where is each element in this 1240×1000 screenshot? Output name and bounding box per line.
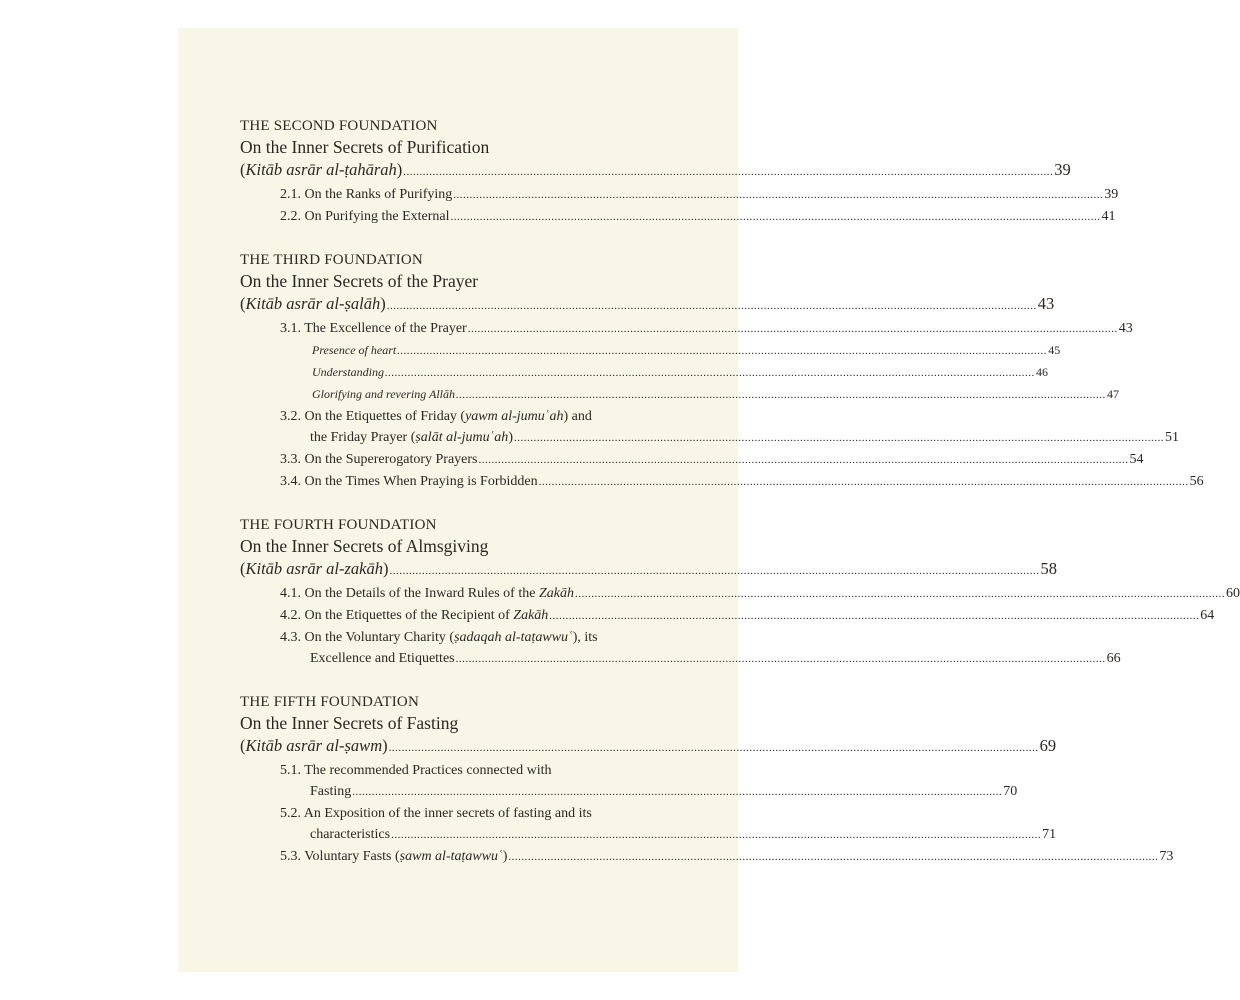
- toc-entry-wrapped[interactable]: 5.2. An Exposition of the inner secrets of fasting and its characteristics ........................................................................................................................................................................................................ 71: [240, 803, 670, 846]
- toc-subentry[interactable]: Glorifying and revering Allāh ........................................................................................................................................................................................................ 47: [240, 384, 670, 406]
- kitab-title: Kitāb asrār al-zakāh: [245, 559, 384, 578]
- foundation-title: THE SECOND FOUNDATION: [240, 118, 438, 134]
- toc-entry[interactable]: 3.4. On the Times When Praying is Forbidden ........................................................................................................................................................................................................ 56: [240, 471, 670, 493]
- page-number: 56: [1189, 474, 1204, 489]
- page-number: 58: [1040, 559, 1058, 578]
- dot-leader: ........................................................................................................................................................................................................: [352, 786, 1003, 798]
- page-number: 39: [1054, 160, 1071, 179]
- toc-entry-wrapped[interactable]: 4.3. On the Voluntary Charity (ṣadaqah al-taṭawwuʿ), its Excellence and Etiquettes ........................................................................................................................................................................................................ 66: [240, 627, 670, 670]
- page-number: 71: [1042, 827, 1057, 842]
- dot-leader: ........................................................................................................................................................................................................: [574, 588, 1225, 600]
- dot-leader: ........................................................................................................................................................................................................: [386, 300, 1037, 312]
- page-number: 41: [1101, 209, 1116, 224]
- dot-leader: ........................................................................................................................................................................................................: [453, 189, 1104, 201]
- toc-entry[interactable]: 4.2. On the Etiquettes of the Recipient of Zakāh ........................................................................................................................................................................................................ 64: [240, 605, 670, 627]
- toc-entry[interactable]: 3.3. On the Supererogatory Prayers ........................................................................................................................................................................................................ 54: [240, 449, 670, 471]
- page-number: 64: [1200, 608, 1215, 623]
- section-heading: On the Inner Secrets of the Prayer: [240, 271, 479, 291]
- dot-leader: ........................................................................................................................................................................................................: [513, 432, 1164, 444]
- page-number: 43: [1037, 294, 1055, 313]
- dot-leader: ........................................................................................................................................................................................................: [467, 323, 1118, 335]
- toc-entry[interactable]: 5.3. Voluntary Fasts (ṣawm al-taṭawwuʿ) ........................................................................................................................................................................................................ 73: [240, 846, 670, 868]
- dot-leader: ........................................................................................................................................................................................................: [549, 610, 1200, 622]
- foundation-title: THE FOURTH FOUNDATION: [240, 517, 437, 533]
- section-third-foundation: [240, 252, 1204, 493]
- dot-leader: ........................................................................................................................................................................................................: [508, 851, 1159, 863]
- kitab-title: Kitāb asrār al-ṣawm: [245, 736, 383, 755]
- foundation-title: THE FIFTH FOUNDATION: [240, 694, 419, 710]
- kitab-entry[interactable]: (Kitāb asrār al-ṣawm) ........................................................................................................................................................................................................ 69: [240, 734, 670, 760]
- section-heading: On the Inner Secrets of Fasting: [240, 713, 459, 733]
- section-heading: On the Inner Secrets of Almsgiving: [240, 536, 489, 556]
- section-fourth-foundation: [240, 517, 1240, 670]
- toc-subentry[interactable]: Understanding ........................................................................................................................................................................................................ 46: [240, 362, 670, 384]
- page-number: 47: [1107, 387, 1119, 401]
- table-of-contents: [240, 118, 1240, 868]
- toc-entry[interactable]: 4.1. On the Details of the Inward Rules of the Zakāh ........................................................................................................................................................................................................ 60: [240, 583, 670, 605]
- dot-leader: ........................................................................................................................................................................................................: [538, 476, 1189, 488]
- dot-leader: ........................................................................................................................................................................................................: [450, 211, 1101, 223]
- page-number: 51: [1164, 430, 1179, 445]
- section-fifth-foundation: [240, 694, 1174, 868]
- dot-leader: ........................................................................................................................................................................................................: [403, 166, 1054, 178]
- toc-entry-wrapped[interactable]: 5.1. The recommended Practices connected with Fasting ........................................................................................................................................................................................................ 70: [240, 760, 670, 803]
- kitab-entry[interactable]: (Kitāb asrār al-ṣalāh) ........................................................................................................................................................................................................ 43: [240, 292, 670, 318]
- page-number: 73: [1159, 849, 1174, 864]
- kitab-entry[interactable]: (Kitāb asrār al-ṭahārah) ........................................................................................................................................................................................................ 39: [240, 158, 670, 184]
- dot-leader: ........................................................................................................................................................................................................: [388, 742, 1039, 754]
- page-number: 45: [1048, 343, 1061, 357]
- dot-leader: ........................................................................................................................................................................................................: [397, 345, 1048, 357]
- kitab-title: Kitāb asrār al-ṭahārah: [245, 160, 397, 179]
- dot-leader: ........................................................................................................................................................................................................: [456, 389, 1106, 401]
- page-number: 60: [1225, 586, 1240, 601]
- section-second-foundation: [240, 118, 1119, 228]
- kitab-title: Kitāb asrār al-ṣalāh: [245, 294, 381, 313]
- dot-leader: ........................................................................................................................................................................................................: [389, 565, 1040, 577]
- toc-entry-wrapped[interactable]: 3.2. On the Etiquettes of Friday (yawm al-jumuʿah) and the Friday Prayer (ṣalāt al-jumuʿah) ........................................................................................................................................................................................................ 51: [240, 406, 670, 449]
- foundation-title: THE THIRD FOUNDATION: [240, 252, 423, 268]
- page-number: 54: [1129, 452, 1144, 467]
- toc-entry[interactable]: 2.1. On the Ranks of Purifying ........................................................................................................................................................................................................ 39: [240, 184, 670, 206]
- toc-entry[interactable]: 3.1. The Excellence of the Prayer ........................................................................................................................................................................................................ 43: [240, 318, 670, 340]
- page-number: 69: [1039, 736, 1057, 755]
- page-number: 70: [1003, 784, 1018, 799]
- toc-entry[interactable]: 2.2. On Purifying the External ........................................................................................................................................................................................................ 41: [240, 206, 670, 228]
- page-number: 43: [1118, 321, 1133, 336]
- toc-subentry[interactable]: Presence of heart ........................................................................................................................................................................................................ 45: [240, 340, 670, 362]
- page-number: 46: [1036, 365, 1048, 379]
- section-heading: On the Inner Secrets of Purification: [240, 137, 490, 157]
- dot-leader: ........................................................................................................................................................................................................: [385, 367, 1035, 379]
- kitab-entry[interactable]: (Kitāb asrār al-zakāh) ........................................................................................................................................................................................................ 58: [240, 557, 670, 583]
- page-number: 39: [1104, 187, 1119, 202]
- page-number: 66: [1106, 651, 1121, 666]
- dot-leader: ........................................................................................................................................................................................................: [455, 653, 1106, 665]
- dot-leader: ........................................................................................................................................................................................................: [391, 829, 1042, 841]
- dot-leader: ........................................................................................................................................................................................................: [478, 454, 1129, 466]
